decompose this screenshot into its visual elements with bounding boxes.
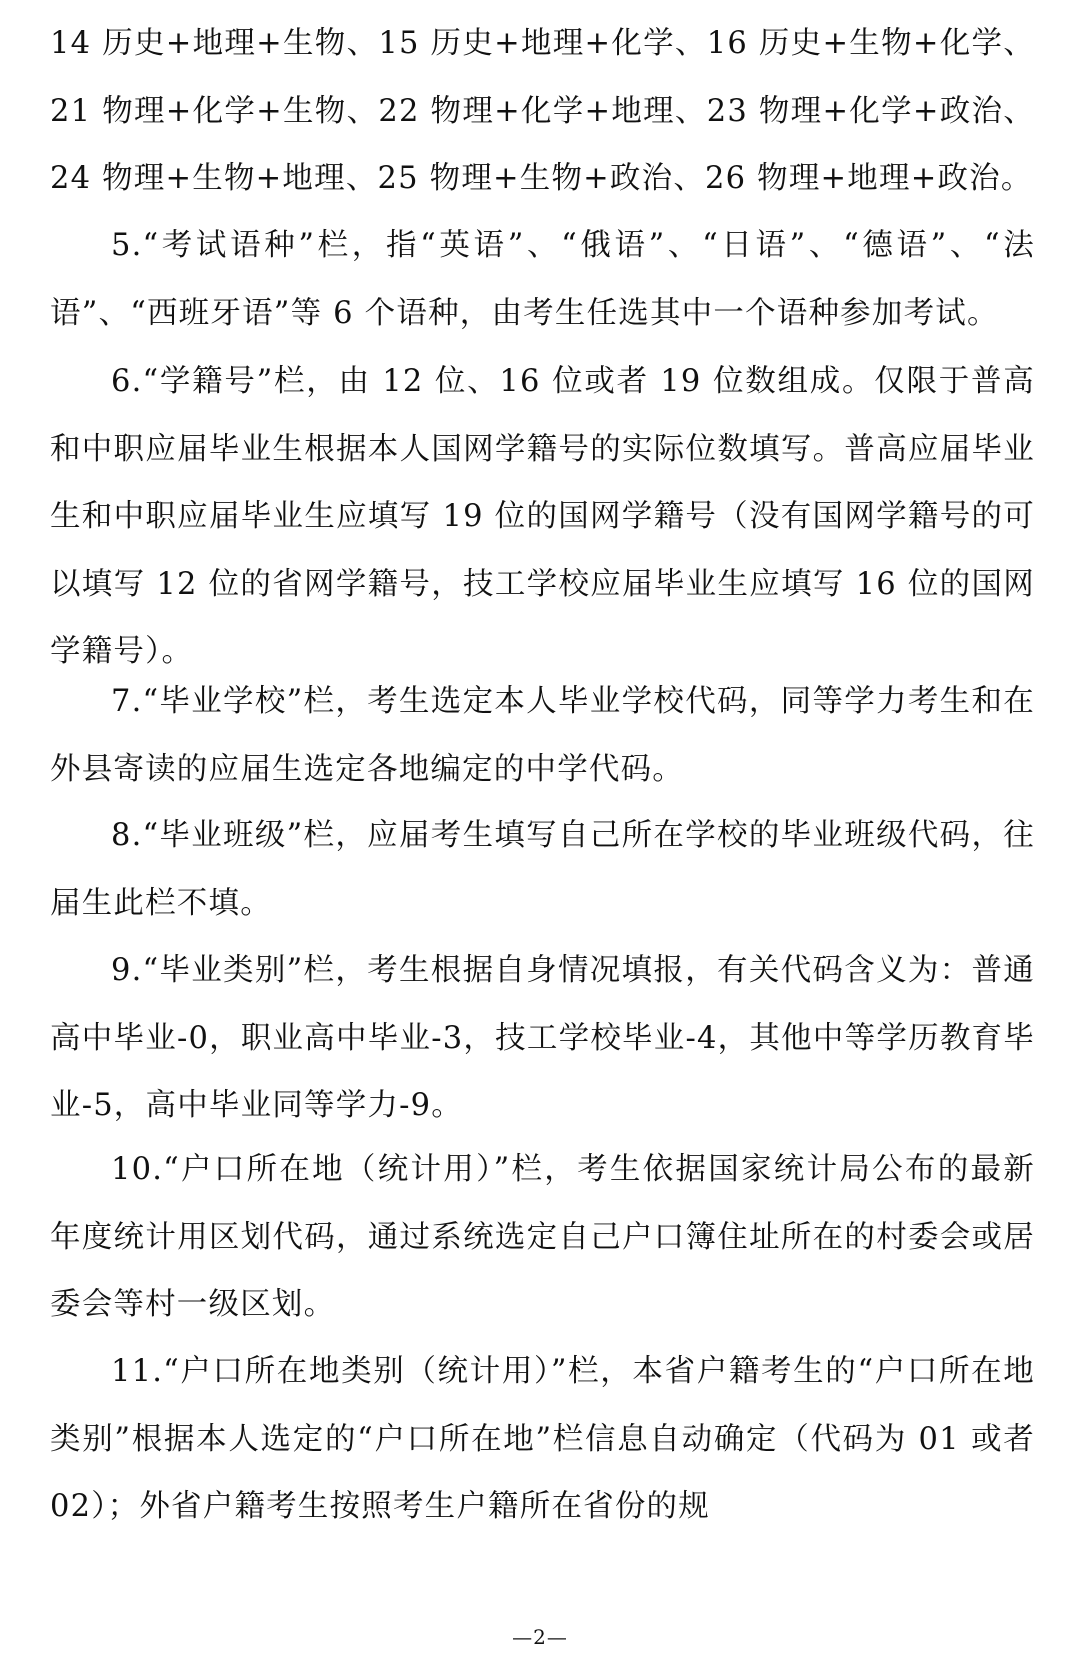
paragraph-item-9-graduation-category: 9.“毕业类别”栏，考生根据自身情况填报，有关代码含义为：普通高中毕业-0，职业高中毕业-3，技工学校毕业-4，其他中等学历教育毕业-5，高中毕业同等学力-9。	[50, 953, 1035, 1123]
paragraph-item-6-student-id: 6.“学籍号”栏，由 12 位、16 位或者 19 位数组成。仅限于普高和中职应届毕业生根据本人国网学籍号的实际位数填写。普高应届毕业生和中职应届毕业生应填写 19 位的国网学籍号（没有国网学籍号的可以填写 12 位的省网学籍号，技工学校应届毕业生应填写 16 位的国网学籍号）。	[50, 364, 1035, 669]
paragraph-item-7-graduation-school: 7.“毕业学校”栏，考生选定本人毕业学校代码，同等学力考生和在外县寄读的应届生选定各地编定的中学代码。	[50, 684, 1035, 787]
paragraph-item-10-household-location: 10.“户口所在地（统计用）”栏，考生依据国家统计局公布的最新年度统计用区划代码，通过系统选定自己户口簿住址所在的村委会或居委会等村一级区划。	[50, 1152, 1035, 1322]
page-number: —2—	[512, 1625, 568, 1649]
paragraph-item-5-exam-language: 5.“考试语种”栏，指“英语”、“俄语”、“日语”、“德语”、“法语”、“西班牙语”等 6 个语种，由考生任选其中一个语种参加考试。	[50, 228, 1035, 331]
paragraph-item-11-household-category: 11.“户口所在地类别（统计用）”栏，本省户籍考生的“户口所在地类别”根据本人选定的“户口所在地”栏信息自动确定（代码为 01 或者 02）；外省户籍考生按照考生户籍所在省份的规	[50, 1354, 1035, 1524]
paragraph-item-8-graduation-class: 8.“毕业班级”栏，应届考生填写自己所在学校的毕业班级代码，往届生此栏不填。	[50, 818, 1035, 921]
paragraph-subject-combinations: 14 历史+地理+生物、15 历史+地理+化学、16 历史+生物+化学、21 物理+化学+生物、22 物理+化学+地理、23 物理+化学+政治、24 物理+生物+地理、25 物理+生物+政治、26 物理+地理+政治。	[50, 26, 1035, 196]
